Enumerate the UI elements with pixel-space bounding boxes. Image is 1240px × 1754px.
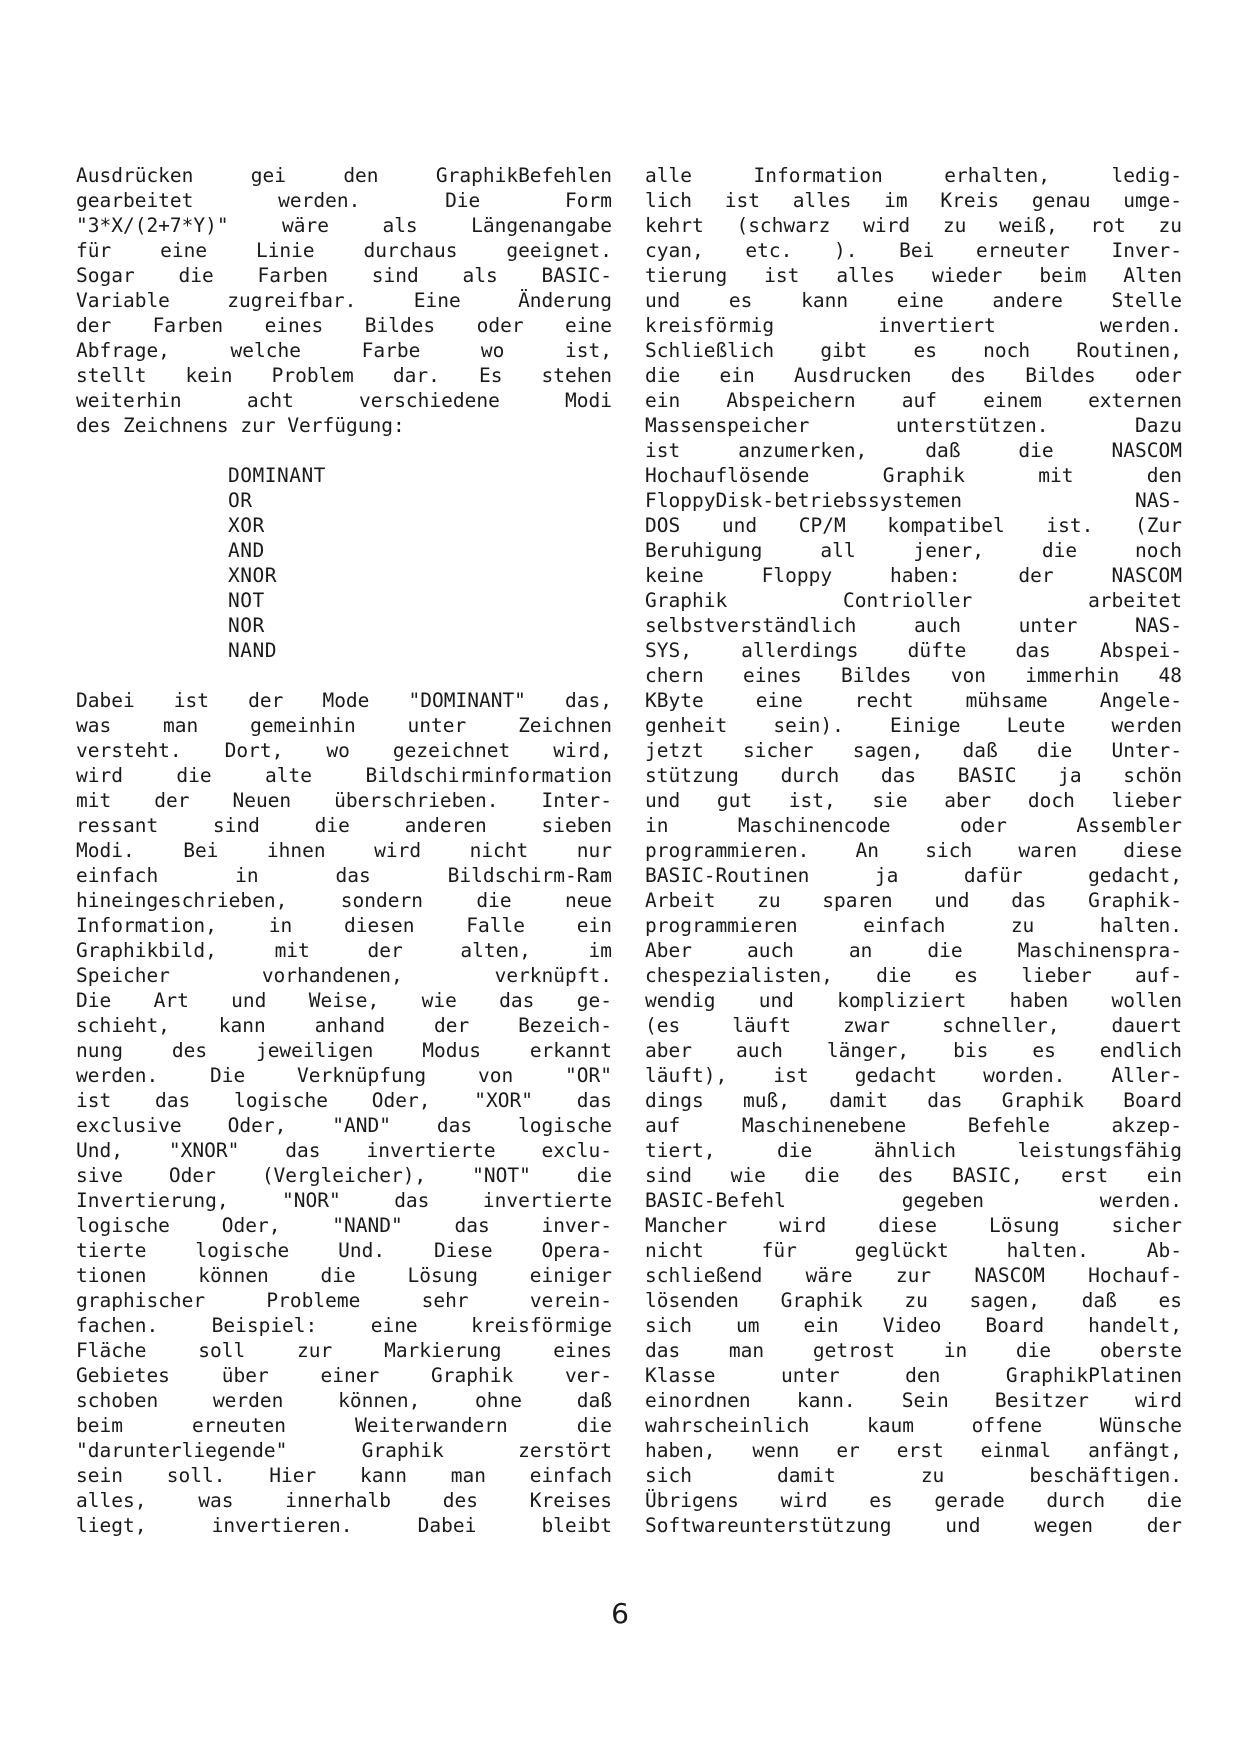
- text-line: hineingeschrieben, sondern die neue: [76, 889, 612, 912]
- text-line: einfach in das Bildschirm-Ram: [76, 864, 612, 887]
- text-line: Gebietes über einer Graphik ver-: [76, 1364, 612, 1387]
- text-line: Sogar die Farben sind als BASIC-: [76, 264, 612, 287]
- text-line: ein Abspeichern auf einem externen: [645, 389, 1182, 412]
- text-line: sive Oder (Vergleicher), "NOT" die: [76, 1164, 612, 1187]
- text-line: sich um ein Video Board handelt,: [645, 1314, 1182, 1337]
- text-line: Graphikbild, mit der alten, im: [76, 939, 612, 962]
- text-line: und gut ist, sie aber doch lieber: [645, 789, 1182, 812]
- text-line: tierte logische Und. Diese Opera-: [76, 1239, 612, 1262]
- text-line: tiert, die ähnlich leistungsfähig: [645, 1139, 1182, 1162]
- text-line: "darunterliegende" Graphik zerstört: [76, 1439, 612, 1462]
- text-line: Invertierung, "NOR" das invertierte: [76, 1189, 612, 1212]
- text-line: schieht, kann anhand der Bezeich-: [76, 1014, 612, 1037]
- text-line: sich damit zu beschäftigen.: [645, 1464, 1182, 1487]
- text-line: wahrscheinlich kaum offene Wünsche: [645, 1414, 1182, 1437]
- intro-paragraph: [76, 163, 612, 438]
- text-line: fachen. Beispiel: eine kreisförmige: [76, 1314, 612, 1337]
- text-line: alles, was innerhalb des Kreises: [76, 1489, 612, 1512]
- text-line: Modi. Bei ihnen wird nicht nur: [76, 839, 612, 862]
- text-line: kehrt (schwarz wird zu weiß, rot zu: [645, 214, 1182, 237]
- text-line: der Farben eines Bildes oder eine: [76, 314, 612, 337]
- text-line: graphischer Probleme sehr verein-: [76, 1289, 612, 1312]
- text-line: DOS und CP/M kompatibel ist. (Zur: [645, 514, 1182, 537]
- text-line: schoben werden können, ohne daß: [76, 1389, 612, 1412]
- mode-item: DOMINANT: [228, 464, 326, 487]
- right-paragraph: [645, 163, 1182, 1538]
- text-line: sind wie die des BASIC, erst ein: [645, 1164, 1182, 1187]
- mode-item: AND: [228, 539, 265, 562]
- text-line: lösenden Graphik zu sagen, daß es: [645, 1289, 1182, 1312]
- text-line: sein soll. Hier kann man einfach: [76, 1464, 612, 1487]
- text-line: Fläche soll zur Markierung eines: [76, 1339, 612, 1362]
- text-line: haben, wenn er erst einmal anfängt,: [645, 1439, 1182, 1462]
- text-line: aber auch länger, bis es endlich: [645, 1039, 1182, 1062]
- text-line: Massenspeicher unterstützen. Dazu: [645, 414, 1182, 437]
- text-line: BASIC-Befehl gegeben werden.: [645, 1189, 1182, 1212]
- text-line: des Zeichnens zur Verfügung:: [76, 414, 405, 437]
- text-line: Speicher vorhandenen, verknüpft.: [76, 964, 612, 987]
- paragraph-gap: [76, 438, 612, 463]
- text-line: Hochauflösende Graphik mit den: [645, 464, 1182, 487]
- text-line: mit der Neuen überschrieben. Inter-: [76, 789, 612, 812]
- text-line: dings muß, damit das Graphik Board: [645, 1089, 1182, 1112]
- text-line: die ein Ausdrucken des Bildes oder: [645, 364, 1182, 387]
- text-line: versteht. Dort, wo gezeichnet wird,: [76, 739, 612, 762]
- text-line: Und, "XNOR" das invertierte exclu-: [76, 1139, 612, 1162]
- text-line: Mancher wird diese Lösung sicher: [645, 1214, 1182, 1237]
- text-line: SYS, allerdings düfte das Abspei-: [645, 639, 1182, 662]
- text-line: Arbeit zu sparen und das Graphik-: [645, 889, 1182, 912]
- text-line: programmieren einfach zu halten.: [645, 914, 1182, 937]
- text-line: für eine Linie durchaus geeignet.: [76, 239, 612, 262]
- text-line: Information, in diesen Falle ein: [76, 914, 612, 937]
- text-line: chern eines Bildes von immerhin 48: [645, 664, 1182, 687]
- text-line: keine Floppy haben: der NASCOM: [645, 564, 1182, 587]
- text-line: läuft), ist gedacht worden. Aller-: [645, 1064, 1182, 1087]
- text-line: exclusive Oder, "AND" das logische: [76, 1114, 612, 1137]
- text-line: BASIC-Routinen ja dafür gedacht,: [645, 864, 1182, 887]
- text-line: gearbeitet werden. Die Form: [76, 189, 612, 212]
- text-line: in Maschinencode oder Assembler: [645, 814, 1182, 837]
- text-line: chespezialisten, die es lieber auf-: [645, 964, 1182, 987]
- mode-item: NOT: [228, 589, 265, 612]
- text-line: ressant sind die anderen sieben: [76, 814, 612, 837]
- mode-list: [76, 463, 612, 663]
- text-line: Übrigens wird es gerade durch die: [645, 1489, 1182, 1512]
- text-line: schließend wäre zur NASCOM Hochauf-: [645, 1264, 1182, 1287]
- text-line: "3*X/(2+7*Y)" wäre als Längenangabe: [76, 214, 612, 237]
- text-line: nicht für geglückt halten. Ab-: [645, 1239, 1182, 1262]
- text-line: logische Oder, "NAND" das inver-: [76, 1214, 612, 1237]
- text-line: KByte eine recht mühsame Angele-: [645, 689, 1182, 712]
- text-line: Aber auch an die Maschinenspra-: [645, 939, 1182, 962]
- text-line: (es läuft zwar schneller, dauert: [645, 1014, 1182, 1037]
- text-line: Klasse unter den GraphikPlatinen: [645, 1364, 1182, 1387]
- text-line: jetzt sicher sagen, daß die Unter-: [645, 739, 1182, 762]
- text-line: Ausdrücken gei den GraphikBefehlen: [76, 164, 612, 187]
- text-line: Graphik Contrioller arbeitet: [645, 589, 1182, 612]
- text-line: wendig und kompliziert haben wollen: [645, 989, 1182, 1012]
- left-column: [76, 163, 612, 1538]
- text-line: alle Information erhalten, ledig-: [645, 164, 1182, 187]
- text-line: wird die alte Bildschirminformation: [76, 764, 612, 787]
- mode-item: OR: [228, 489, 253, 512]
- mode-item: XNOR: [228, 564, 277, 587]
- text-line: das man getrost in die oberste: [645, 1339, 1182, 1362]
- text-line: cyan, etc. ). Bei erneuter Inver-: [645, 239, 1182, 262]
- text-line: stellt kein Problem dar. Es stehen: [76, 364, 612, 387]
- text-line: Schließlich gibt es noch Routinen,: [645, 339, 1182, 362]
- text-line: weiterhin acht verschiedene Modi: [76, 389, 612, 412]
- text-line: kreisförmig invertiert werden.: [645, 314, 1182, 337]
- text-line: tionen können die Lösung einiger: [76, 1264, 612, 1287]
- text-line: Beruhigung all jener, die noch: [645, 539, 1182, 562]
- text-line: Dabei ist der Mode "DOMINANT" das,: [76, 689, 612, 712]
- text-line: Die Art und Weise, wie das ge-: [76, 989, 612, 1012]
- text-line: Softwareunterstützung und wegen der: [645, 1514, 1182, 1537]
- text-line: und es kann eine andere Stelle: [645, 289, 1182, 312]
- text-line: ist anzumerken, daß die NASCOM: [645, 439, 1182, 462]
- text-line: Abfrage, welche Farbe wo ist,: [76, 339, 612, 362]
- text-line: nung des jeweiligen Modus erkannt: [76, 1039, 612, 1062]
- text-line: tierung ist alles wieder beim Alten: [645, 264, 1182, 287]
- page-number: 6: [611, 1597, 629, 1630]
- text-line: einordnen kann. Sein Besitzer wird: [645, 1389, 1182, 1412]
- right-column: [645, 163, 1182, 1538]
- body-paragraph: [76, 688, 612, 1538]
- mode-item: NOR: [228, 614, 265, 637]
- paragraph-gap: [76, 663, 612, 688]
- mode-item: NAND: [228, 639, 277, 662]
- text-line: auf Maschinenebene Befehle akzep-: [645, 1114, 1182, 1137]
- mode-item: XOR: [228, 514, 265, 537]
- text-line: lich ist alles im Kreis genau umge-: [645, 189, 1182, 212]
- text-line: was man gemeinhin unter Zeichnen: [76, 714, 612, 737]
- text-line: stützung durch das BASIC ja schön: [645, 764, 1182, 787]
- text-line: FloppyDisk-betriebssystemen NAS-: [645, 489, 1182, 512]
- text-line: ist das logische Oder, "XOR" das: [76, 1089, 612, 1112]
- text-line: werden. Die Verknüpfung von "OR": [76, 1064, 612, 1087]
- text-line: genheit sein). Einige Leute werden: [645, 714, 1182, 737]
- text-line: beim erneuten Weiterwandern die: [76, 1414, 612, 1437]
- text-line: liegt, invertieren. Dabei bleibt: [76, 1514, 612, 1537]
- text-line: programmieren. An sich waren diese: [645, 839, 1182, 862]
- text-line: Variable zugreifbar. Eine Änderung: [76, 289, 612, 312]
- text-line: selbstverständlich auch unter NAS-: [645, 614, 1182, 637]
